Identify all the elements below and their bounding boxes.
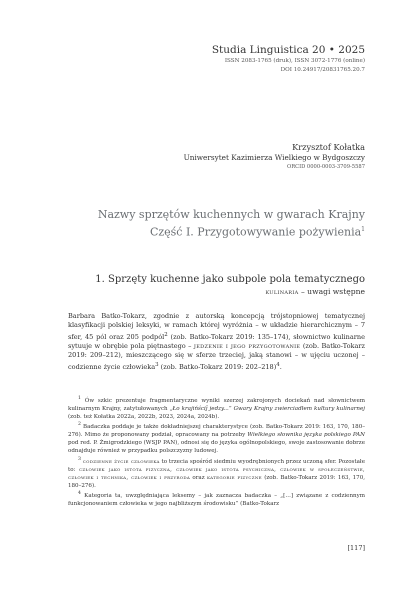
footnote-text: Kategoria ta, uwzględniająca leksemy – jak zaznacza badaczka – „[…] związane z codziennym funkcjonowaniem człowieka w jego najbliższym środowisku” (Batko-Tokarz	[68, 493, 365, 508]
author-affiliation: Uniwersytet Kazimierza Wielkiego w Bydgoszczy	[183, 153, 365, 162]
footnote-text: Ów szkic prezentuje fragmentaryczne wyniki szerzej zakrojonych dociekań nad słownictwem kulinarnym Krajny, zatytułowanych	[68, 397, 365, 412]
section-heading-line2	[95, 286, 365, 297]
footnote-ref: 3	[155, 361, 159, 368]
footnote-italic: Wielkiego słownika języka polskiego PAN	[247, 432, 366, 439]
footnote-smallcaps: codzienne życie człowieka	[82, 458, 160, 465]
section-heading-line1: 1. Sprzęty kuchenne jako subpole pola tematycznego	[95, 274, 365, 285]
footnote-text: to trzecia spośród siedmiu wyodrębnionych przez uczoną sfer. Pozostałe to:	[68, 458, 366, 473]
main-text	[68, 312, 365, 372]
footnote-smallcaps: kategorie fizyczne	[207, 474, 262, 481]
paragraph-text: (zob. Batko-Tokarz 2019: 135–174), słownictwo kulinarne sytuuje w obrębie pola piętnastego –	[68, 332, 365, 351]
footnote-ref: 4	[276, 361, 280, 368]
article-title-line2	[98, 222, 365, 240]
paragraph	[68, 312, 365, 372]
article-title-text: Część I. Przygotowywanie pożywienia	[149, 225, 362, 239]
footnote-text: (zob. też Kołatka 2022a, 2022b, 2023, 2024a, 2024b).	[68, 413, 220, 420]
paragraph-text: (zob. Batko-Tokarz 2019: 202–218)	[158, 362, 277, 371]
footnote-ref: 2	[164, 331, 168, 338]
footnote-number: 3	[78, 456, 81, 462]
section-subtitle: – uwagi wstępne	[298, 287, 365, 296]
journal-doi: DOI 10.24917/20831765.20.7	[280, 67, 365, 73]
journal-issn: ISSN 2083-1765 (druk), ISSN 3072-1776 (online)	[224, 58, 365, 64]
article-title	[98, 207, 365, 240]
section-heading	[95, 273, 365, 297]
footnote-text: pod red. P. Żmigrodzkiego (WSJP PAN), odnosi się do języka ogólnopolskiego, swoje zastosowanie dobrze odnajduje również w przypadku polszczyzny ludowej.	[68, 440, 365, 455]
paragraph-text: .	[279, 362, 282, 371]
journal-header	[212, 44, 365, 75]
footnote-text: oraz	[190, 474, 208, 481]
footnotes	[68, 395, 365, 509]
footnote	[68, 456, 365, 490]
paragraph-text: Barbara Batko-Tokarz, zgodnie z autorską koncepcją trójstopniowej tematycznej klasyfikacji polskiej leksyki, w ramach której wyróżnia – w układzie hierarchicznym – 7 sfer, 45 pól oraz 205 podpól	[68, 312, 365, 341]
page-number: [117]	[347, 544, 365, 552]
footnote-italic: „Ło krajińściĵ jedzy...” Gwary Krajny zwierciadłem kultury kulinarnej	[169, 405, 365, 412]
section-keyword: kulinaria	[265, 287, 299, 296]
footnote-smallcaps: człowiek jako istota fizyczna, człowiek jako istota psychiczna, człowiek w społeczeństwie, człowiek i technika, człowiek i przyroda	[68, 466, 365, 481]
footnote-number: 1	[78, 396, 81, 401]
footnote-number: 2	[78, 422, 81, 428]
author-name: Krzysztof Kołatka	[292, 142, 365, 152]
author-orcid: ORCID 0000-0003-3709-5587	[286, 164, 365, 170]
footnote-number: 4	[78, 491, 81, 497]
journal-title: Studia Linguistica 20 • 2025	[211, 44, 365, 56]
footnote	[68, 395, 365, 421]
title-footnote-ref: 1	[361, 226, 365, 233]
footnote	[68, 421, 365, 455]
paragraph-text: (zob. Batko-Tokarz 2019: 209–212), mieszczącego się w sferze trzeciej, jaką stanowi – w ujęciu uczonej – codzienne życie człowieka	[68, 342, 365, 371]
footnote-text: (zob. Batko-Tokarz 2019: 163, 170, 180–276).	[68, 474, 365, 489]
footnote	[68, 490, 365, 508]
footnote-text: Badaczka poddaje je także dokładniejszej charakterystyce (zob. Batko-Tokarz 2019: 163, 170, 180–276). Mimo że proponowany podział, opracowany na potrzeby	[68, 424, 365, 439]
author-block	[184, 142, 365, 172]
paragraph-smallcaps: jedzenie i jego przygotowanie	[193, 342, 301, 351]
article-title-line1: Nazwy sprzętów kuchennych w gwarach Krajny	[97, 208, 365, 221]
